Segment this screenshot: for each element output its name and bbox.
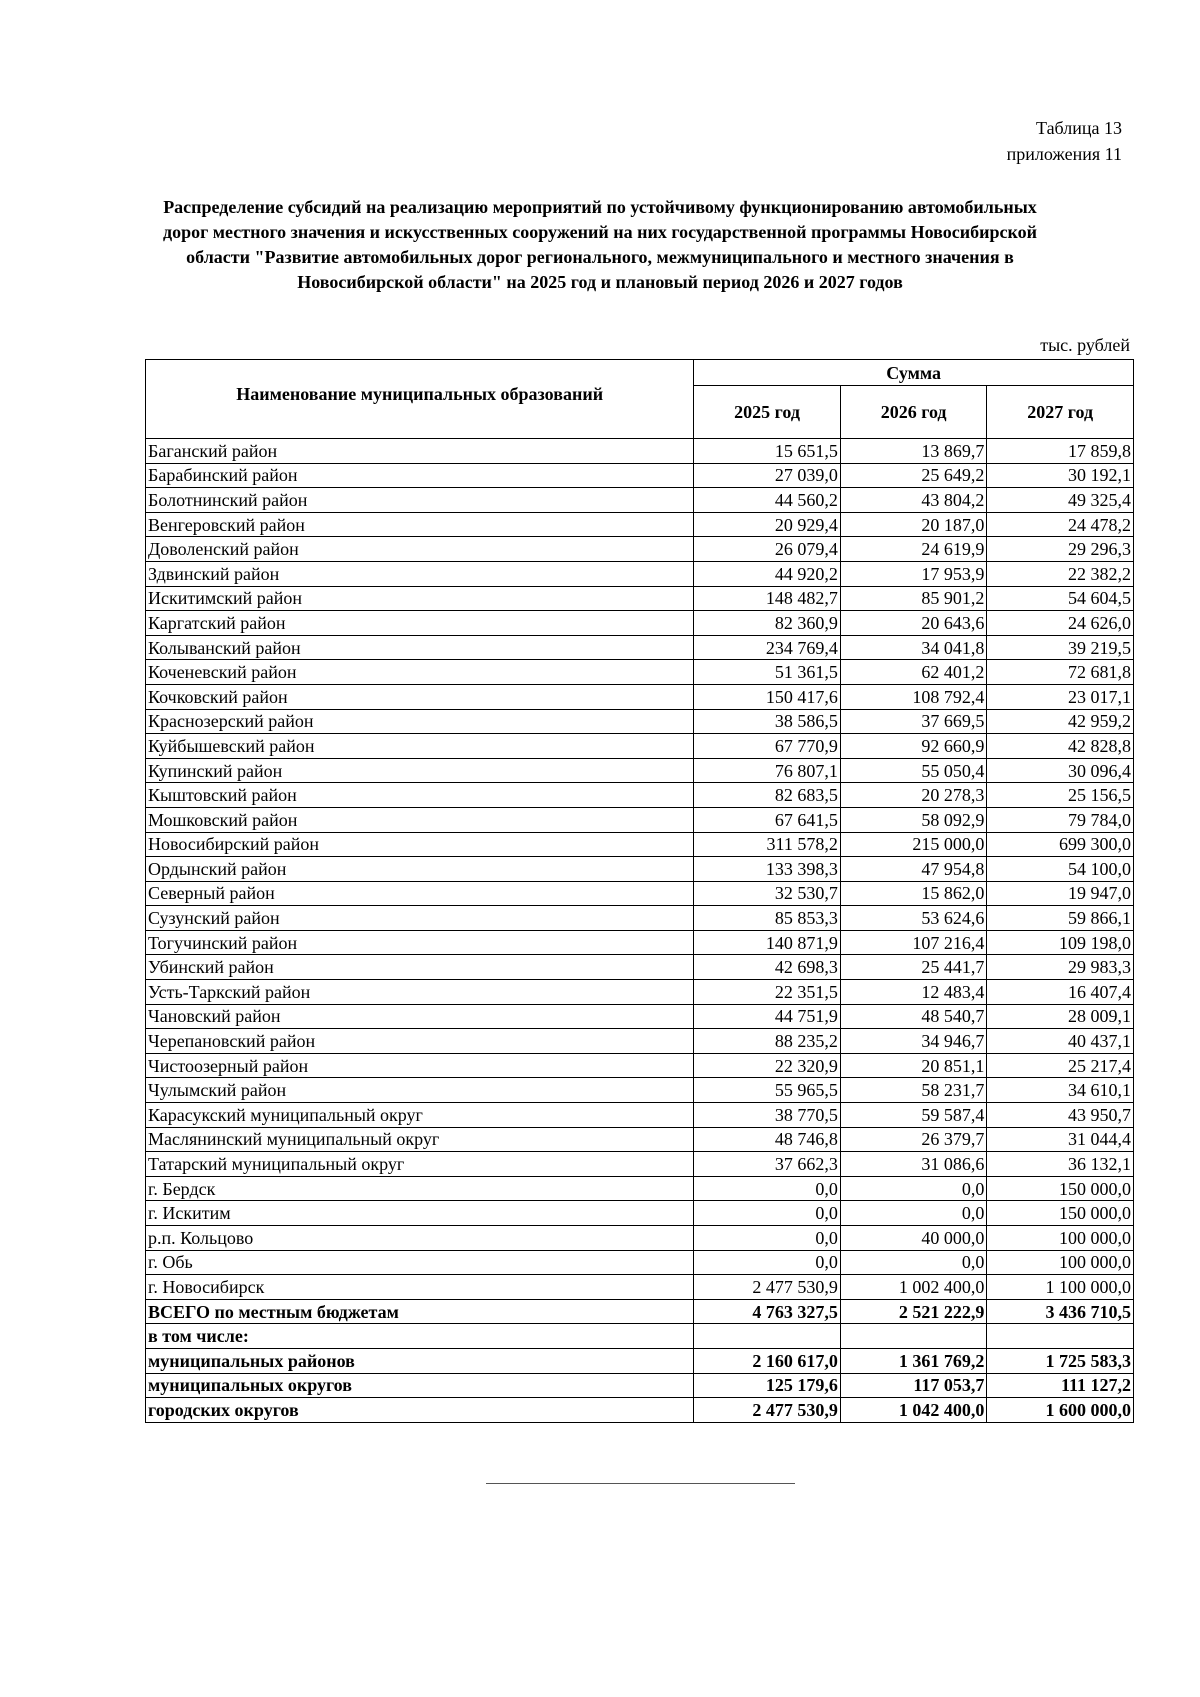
- table-row: [146, 783, 1134, 808]
- table-row: [146, 1373, 1134, 1398]
- value-2025: 82 360,9: [694, 611, 841, 636]
- table-row: [146, 1176, 1134, 1201]
- value-2027: 100 000,0: [987, 1226, 1134, 1251]
- value-2026: 85 901,2: [840, 586, 987, 611]
- table-row: [146, 1029, 1134, 1054]
- value-2027: 16 407,4: [987, 980, 1134, 1005]
- value-2027: 39 219,5: [987, 635, 1134, 660]
- value-2025: 44 751,9: [694, 1004, 841, 1029]
- value-2027: 31 044,4: [987, 1127, 1134, 1152]
- value-2026: 47 954,8: [840, 857, 987, 882]
- row-name: Тогучинский район: [146, 930, 694, 955]
- table-row: [146, 512, 1134, 537]
- value-2027: 23 017,1: [987, 684, 1134, 709]
- table-row: [146, 1152, 1134, 1177]
- value-2027: 100 000,0: [987, 1250, 1134, 1275]
- row-name: Баганский район: [146, 439, 694, 464]
- value-2025: 51 361,5: [694, 660, 841, 685]
- value-2026: 37 669,5: [840, 709, 987, 734]
- value-2025: 82 683,5: [694, 783, 841, 808]
- value-2026: 20 851,1: [840, 1053, 987, 1078]
- value-2027: 42 959,2: [987, 709, 1134, 734]
- value-2025: 32 530,7: [694, 881, 841, 906]
- value-2027: 30 096,4: [987, 758, 1134, 783]
- row-name: Доволенский район: [146, 537, 694, 562]
- value-2026: 31 086,6: [840, 1152, 987, 1177]
- table-row: [146, 832, 1134, 857]
- table-row: [146, 1127, 1134, 1152]
- header-sum: Сумма: [694, 360, 1134, 386]
- value-2025: 48 746,8: [694, 1127, 841, 1152]
- value-2027: 150 000,0: [987, 1176, 1134, 1201]
- value-2025: 22 351,5: [694, 980, 841, 1005]
- value-2026: 92 660,9: [840, 734, 987, 759]
- value-2027: 40 437,1: [987, 1029, 1134, 1054]
- value-2027: 79 784,0: [987, 807, 1134, 832]
- row-name: Венгеровский район: [146, 512, 694, 537]
- value-2027: 3 436 710,5: [987, 1299, 1134, 1324]
- table-row: [146, 1004, 1134, 1029]
- value-2025: 0,0: [694, 1226, 841, 1251]
- row-name: Мошковский район: [146, 807, 694, 832]
- row-name: Усть-Таркский район: [146, 980, 694, 1005]
- value-2025: 85 853,3: [694, 906, 841, 931]
- row-name: Искитимский район: [146, 586, 694, 611]
- value-2026: [840, 1324, 987, 1349]
- value-2026: 58 231,7: [840, 1078, 987, 1103]
- value-2025: 22 320,9: [694, 1053, 841, 1078]
- value-2026: 62 401,2: [840, 660, 987, 685]
- value-2026: 58 092,9: [840, 807, 987, 832]
- value-2027: 1 600 000,0: [987, 1398, 1134, 1423]
- value-2025: 38 586,5: [694, 709, 841, 734]
- value-2027: 54 604,5: [987, 586, 1134, 611]
- value-2026: 59 587,4: [840, 1103, 987, 1128]
- row-name: муниципальных округов: [146, 1373, 694, 1398]
- value-2025: 2 160 617,0: [694, 1348, 841, 1373]
- appendix-number: приложения 11: [1006, 144, 1122, 164]
- value-2027: 25 156,5: [987, 783, 1134, 808]
- table-row: [146, 881, 1134, 906]
- value-2025: 2 477 530,9: [694, 1398, 841, 1423]
- row-name: Северный район: [146, 881, 694, 906]
- row-name: Каргатский район: [146, 611, 694, 636]
- table-row: [146, 537, 1134, 562]
- value-2025: 148 482,7: [694, 586, 841, 611]
- value-2025: 234 769,4: [694, 635, 841, 660]
- value-2027: 29 296,3: [987, 537, 1134, 562]
- row-name: г. Искитим: [146, 1201, 694, 1226]
- value-2026: 0,0: [840, 1250, 987, 1275]
- table-row: [146, 1053, 1134, 1078]
- value-2026: 34 946,7: [840, 1029, 987, 1054]
- table-row: [146, 734, 1134, 759]
- table-row: [146, 439, 1134, 464]
- table-row: [146, 611, 1134, 636]
- value-2026: 215 000,0: [840, 832, 987, 857]
- table-row: [146, 1299, 1134, 1324]
- table-row: [146, 1078, 1134, 1103]
- value-2025: 44 560,2: [694, 488, 841, 513]
- table-row: [146, 906, 1134, 931]
- value-2027: 28 009,1: [987, 1004, 1134, 1029]
- value-2025: [694, 1324, 841, 1349]
- row-name: Кыштовский район: [146, 783, 694, 808]
- value-2027: 36 132,1: [987, 1152, 1134, 1177]
- value-2026: 20 643,6: [840, 611, 987, 636]
- table-row: [146, 684, 1134, 709]
- table-row: [146, 955, 1134, 980]
- header-year-2027: 2027 год: [987, 386, 1134, 439]
- header-year-2026: 2026 год: [840, 386, 987, 439]
- row-name: р.п. Кольцово: [146, 1226, 694, 1251]
- value-2026: 55 050,4: [840, 758, 987, 783]
- value-2026: 53 624,6: [840, 906, 987, 931]
- table-row: [146, 660, 1134, 685]
- table-row: [146, 857, 1134, 882]
- header-year-2025: 2025 год: [694, 386, 841, 439]
- value-2027: 25 217,4: [987, 1053, 1134, 1078]
- table-row: [146, 1226, 1134, 1251]
- value-2025: 0,0: [694, 1250, 841, 1275]
- value-2027: 24 478,2: [987, 512, 1134, 537]
- row-name: Коченевский район: [146, 660, 694, 685]
- row-name: ВСЕГО по местным бюджетам: [146, 1299, 694, 1324]
- value-2025: 88 235,2: [694, 1029, 841, 1054]
- value-2025: 27 039,0: [694, 463, 841, 488]
- value-2026: 26 379,7: [840, 1127, 987, 1152]
- value-2025: 4 763 327,5: [694, 1299, 841, 1324]
- value-2026: 20 278,3: [840, 783, 987, 808]
- value-2026: 24 619,9: [840, 537, 987, 562]
- value-2025: 125 179,6: [694, 1373, 841, 1398]
- value-2026: 25 441,7: [840, 955, 987, 980]
- row-name: в том числе:: [146, 1324, 694, 1349]
- value-2026: 108 792,4: [840, 684, 987, 709]
- table-row: [146, 980, 1134, 1005]
- row-name: Карасукский муниципальный округ: [146, 1103, 694, 1128]
- table-row: [146, 463, 1134, 488]
- row-name: муниципальных районов: [146, 1348, 694, 1373]
- row-name: городских округов: [146, 1398, 694, 1423]
- value-2025: 2 477 530,9: [694, 1275, 841, 1300]
- value-2025: 150 417,6: [694, 684, 841, 709]
- row-name: Убинский район: [146, 955, 694, 980]
- row-name: Барабинский район: [146, 463, 694, 488]
- value-2025: 44 920,2: [694, 561, 841, 586]
- value-2025: 55 965,5: [694, 1078, 841, 1103]
- table-row: [146, 758, 1134, 783]
- table-row: [146, 561, 1134, 586]
- value-2025: 140 871,9: [694, 930, 841, 955]
- row-name: Колыванский район: [146, 635, 694, 660]
- table-row: [146, 709, 1134, 734]
- value-2027: 19 947,0: [987, 881, 1134, 906]
- table-row: [146, 807, 1134, 832]
- value-2026: 0,0: [840, 1176, 987, 1201]
- table-row: [146, 1103, 1134, 1128]
- value-2027: 699 300,0: [987, 832, 1134, 857]
- table-row: [146, 1324, 1134, 1349]
- table-row: [146, 586, 1134, 611]
- value-2026: 48 540,7: [840, 1004, 987, 1029]
- row-name: Чановский район: [146, 1004, 694, 1029]
- table-row: [146, 930, 1134, 955]
- value-2026: 107 216,4: [840, 930, 987, 955]
- row-name: Кочковский район: [146, 684, 694, 709]
- row-name: Куйбышевский район: [146, 734, 694, 759]
- row-name: Купинский район: [146, 758, 694, 783]
- row-name: Болотнинский район: [146, 488, 694, 513]
- value-2026: 43 804,2: [840, 488, 987, 513]
- value-2025: 20 929,4: [694, 512, 841, 537]
- value-2025: 38 770,5: [694, 1103, 841, 1128]
- table-row: [146, 1348, 1134, 1373]
- value-2027: 17 859,8: [987, 439, 1134, 464]
- document-title: Распределение субсидий на реализацию мероприятий по устойчивому функционированию автомобильных дорог местного значения и искусственных сооружений на них государственной программы Новосибирской области "Развитие автомобильных дорог регионального, межмуниципального и местного значения в Новосибирской области" на 2025 год и плановый период 2026 и 2027 годов: [162, 197, 1037, 292]
- value-2027: 150 000,0: [987, 1201, 1134, 1226]
- value-2027: 1 100 000,0: [987, 1275, 1134, 1300]
- value-2027: 34 610,1: [987, 1078, 1134, 1103]
- row-name: Краснозерский район: [146, 709, 694, 734]
- value-2026: 1 042 400,0: [840, 1398, 987, 1423]
- header-name: Наименование муниципальных образований: [146, 360, 694, 439]
- value-2026: 13 869,7: [840, 439, 987, 464]
- row-name: Чулымский район: [146, 1078, 694, 1103]
- value-2027: 111 127,2: [987, 1373, 1134, 1398]
- value-2027: 59 866,1: [987, 906, 1134, 931]
- row-name: г. Обь: [146, 1250, 694, 1275]
- row-name: Маслянинский муниципальный округ: [146, 1127, 694, 1152]
- row-name: Татарский муниципальный округ: [146, 1152, 694, 1177]
- row-name: Новосибирский район: [146, 832, 694, 857]
- value-2027: 43 950,7: [987, 1103, 1134, 1128]
- value-2027: 49 325,4: [987, 488, 1134, 513]
- row-name: Ордынский район: [146, 857, 694, 882]
- value-2025: 67 641,5: [694, 807, 841, 832]
- value-2027: 30 192,1: [987, 463, 1134, 488]
- value-2025: 15 651,5: [694, 439, 841, 464]
- table-row: [146, 1275, 1134, 1300]
- value-2027: 22 382,2: [987, 561, 1134, 586]
- value-2026: 2 521 222,9: [840, 1299, 987, 1324]
- value-2026: 20 187,0: [840, 512, 987, 537]
- value-2027: [987, 1324, 1134, 1349]
- value-2026: 0,0: [840, 1201, 987, 1226]
- value-2025: 311 578,2: [694, 832, 841, 857]
- subsidy-table: [145, 359, 1134, 1423]
- table-row: [146, 1398, 1134, 1423]
- row-name: Чистоозерный район: [146, 1053, 694, 1078]
- table-row: [146, 488, 1134, 513]
- value-2026: 34 041,8: [840, 635, 987, 660]
- value-2025: 76 807,1: [694, 758, 841, 783]
- table-row: [146, 1250, 1134, 1275]
- table-number: Таблица 13: [1036, 118, 1122, 138]
- value-2027: 109 198,0: [987, 930, 1134, 955]
- table-row: [146, 635, 1134, 660]
- value-2027: 54 100,0: [987, 857, 1134, 882]
- value-2026: 117 053,7: [840, 1373, 987, 1398]
- row-name: г. Бердск: [146, 1176, 694, 1201]
- row-name: Сузунский район: [146, 906, 694, 931]
- value-2026: 1 002 400,0: [840, 1275, 987, 1300]
- row-name: г. Новосибирск: [146, 1275, 694, 1300]
- value-2027: 1 725 583,3: [987, 1348, 1134, 1373]
- value-2025: 133 398,3: [694, 857, 841, 882]
- value-2026: 25 649,2: [840, 463, 987, 488]
- value-2025: 42 698,3: [694, 955, 841, 980]
- units-label: тыс. рублей: [1040, 335, 1130, 355]
- value-2027: 29 983,3: [987, 955, 1134, 980]
- value-2026: 40 000,0: [840, 1226, 987, 1251]
- value-2027: 24 626,0: [987, 611, 1134, 636]
- value-2026: 17 953,9: [840, 561, 987, 586]
- value-2025: 26 079,4: [694, 537, 841, 562]
- value-2025: 0,0: [694, 1201, 841, 1226]
- value-2026: 15 862,0: [840, 881, 987, 906]
- value-2025: 67 770,9: [694, 734, 841, 759]
- footer-divider: [486, 1483, 795, 1484]
- table-row: [146, 1201, 1134, 1226]
- value-2026: 12 483,4: [840, 980, 987, 1005]
- value-2025: 37 662,3: [694, 1152, 841, 1177]
- row-name: Черепановский район: [146, 1029, 694, 1054]
- value-2027: 72 681,8: [987, 660, 1134, 685]
- row-name: Здвинский район: [146, 561, 694, 586]
- value-2027: 42 828,8: [987, 734, 1134, 759]
- value-2025: 0,0: [694, 1176, 841, 1201]
- value-2026: 1 361 769,2: [840, 1348, 987, 1373]
